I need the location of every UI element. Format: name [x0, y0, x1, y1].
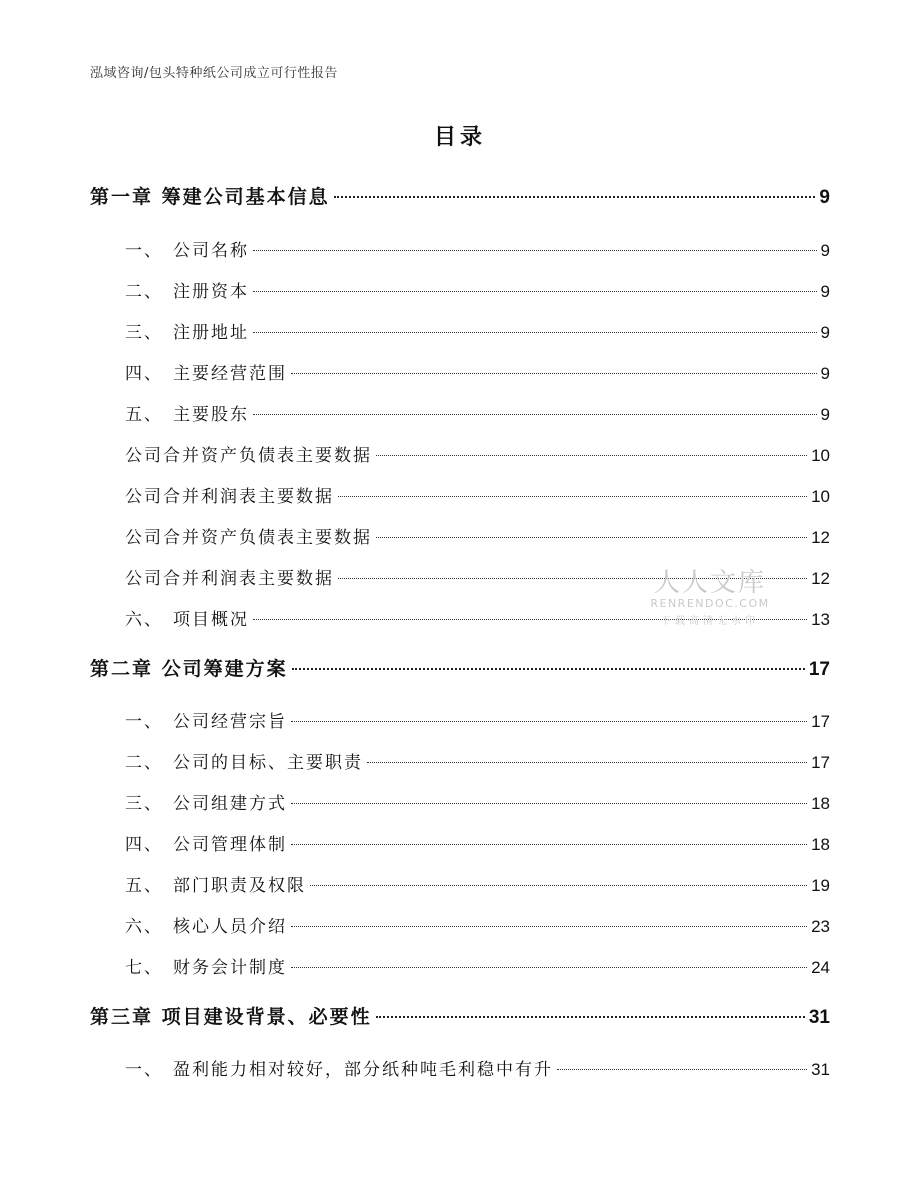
watermark-main-text: 人人文库: [653, 568, 766, 598]
watermark: [645, 562, 775, 627]
toc-section[interactable]: [90, 953, 830, 978]
toc-entry-label: 注册地址: [173, 323, 249, 343]
toc-entry-label: 公司合并利润表主要数据: [125, 569, 334, 589]
running-header: 泓域咨询/包头特种纸公司成立可行性报告: [90, 66, 338, 81]
toc-section[interactable]: [90, 400, 830, 425]
dot-leader: [291, 926, 807, 927]
toc-section-number: 一、: [125, 1060, 163, 1080]
toc-page-number: 9: [820, 323, 830, 342]
toc-page-number: 17: [808, 659, 830, 680]
dot-leader: [310, 885, 807, 886]
watermark-note: 下载高清无水印: [661, 616, 759, 627]
toc-section-number: 三、: [125, 794, 163, 814]
toc-section-number: 五、: [125, 876, 163, 896]
dot-leader: [292, 668, 805, 670]
toc-section-number: 七、: [125, 958, 163, 978]
toc-entry-label: 第三章 项目建设背景、必要性: [90, 1006, 372, 1028]
toc-section[interactable]: [90, 441, 830, 466]
toc-page-number: 9: [820, 405, 830, 424]
dot-leader: [253, 250, 817, 251]
dot-leader: [291, 803, 807, 804]
toc-entry-label: 盈利能力相对较好，部分纸种吨毛利稳中有升: [173, 1060, 553, 1080]
toc-entry-label: 公司的目标、主要职责: [173, 753, 363, 773]
toc-title: 目录: [433, 125, 486, 150]
dot-leader: [253, 414, 817, 415]
toc-section[interactable]: [90, 830, 830, 855]
toc-page-number: 9: [820, 241, 830, 260]
dot-leader: [557, 1069, 807, 1070]
watermark-domain: RENRENDOC.COM: [650, 597, 770, 610]
toc-section-number: 二、: [125, 753, 163, 773]
toc-section-number: 四、: [125, 364, 163, 384]
toc-section-number: 六、: [125, 610, 163, 630]
toc-section-number: 一、: [125, 241, 163, 261]
toc-section[interactable]: [90, 789, 830, 814]
toc-entry-label: 公司组建方式: [173, 794, 287, 814]
toc-page-number: 12: [811, 569, 830, 588]
dot-leader: [291, 844, 807, 845]
toc-section[interactable]: [90, 236, 830, 261]
toc-page-number: 10: [811, 487, 830, 506]
toc-section[interactable]: [90, 359, 830, 384]
toc-section-number: 五、: [125, 405, 163, 425]
toc-page-number: 17: [811, 753, 830, 772]
toc-page-number: 18: [811, 835, 830, 854]
toc-entry-label: 公司合并资产负债表主要数据: [125, 446, 372, 466]
toc-section[interactable]: [90, 1055, 830, 1080]
toc-section-number: 三、: [125, 323, 163, 343]
toc-section-number: 四、: [125, 835, 163, 855]
dot-leader: [376, 537, 807, 538]
toc-entry-label: 主要经营范围: [173, 364, 287, 384]
dot-leader: [334, 196, 816, 198]
toc-section[interactable]: [90, 482, 830, 507]
toc-chapter-3[interactable]: [90, 1002, 830, 1029]
toc-section-number: 一、: [125, 712, 163, 732]
toc-section-number: 二、: [125, 282, 163, 302]
toc-entry-label: 项目概况: [173, 610, 249, 630]
toc-entry-label: 公司合并利润表主要数据: [125, 487, 334, 507]
toc-entry-label: 公司合并资产负债表主要数据: [125, 528, 372, 548]
dot-leader: [376, 455, 807, 456]
toc-page-number: 9: [820, 282, 830, 301]
toc-page-number: 19: [811, 876, 830, 895]
toc-page-number: 9: [819, 187, 830, 208]
dot-leader: [253, 291, 817, 292]
dot-leader: [367, 762, 807, 763]
toc-page-number: 24: [811, 958, 830, 977]
toc-page-number: 18: [811, 794, 830, 813]
toc-entry-label: 注册资本: [173, 282, 249, 302]
toc-page-number: 9: [820, 364, 830, 383]
toc-page-number: 31: [811, 1060, 830, 1079]
toc-entry-label: 公司管理体制: [173, 835, 287, 855]
toc-section[interactable]: [90, 871, 830, 896]
toc-section[interactable]: [90, 318, 830, 343]
dot-leader: [291, 721, 807, 722]
toc-entry-label: 第一章 筹建公司基本信息: [90, 186, 330, 208]
toc-section[interactable]: [90, 748, 830, 773]
toc-entry-label: 第二章 公司筹建方案: [90, 658, 288, 680]
toc-entry-label: 主要股东: [173, 405, 249, 425]
dot-leader: [376, 1016, 805, 1018]
toc-page-number: 31: [808, 1007, 830, 1028]
toc-section[interactable]: [90, 523, 830, 548]
toc-entry-label: 公司名称: [173, 241, 249, 261]
toc-section[interactable]: [90, 912, 830, 937]
toc-page-number: 17: [811, 712, 830, 731]
toc-page-number: 23: [811, 917, 830, 936]
toc-entry-label: 公司经营宗旨: [173, 712, 287, 732]
dot-leader: [338, 496, 807, 497]
toc-section[interactable]: [90, 707, 830, 732]
toc-entry-label: 核心人员介绍: [173, 917, 287, 937]
dot-leader: [291, 373, 817, 374]
toc-section-number: 六、: [125, 917, 163, 937]
toc-page-number: 12: [811, 528, 830, 547]
toc-chapter-2[interactable]: [90, 654, 830, 681]
dot-leader: [291, 967, 807, 968]
toc-chapter-1[interactable]: [90, 182, 830, 209]
toc-page-number: 10: [811, 446, 830, 465]
dot-leader: [253, 332, 817, 333]
toc-entry-label: 财务会计制度: [173, 958, 287, 978]
toc-section[interactable]: [90, 277, 830, 302]
toc-entry-label: 部门职责及权限: [173, 876, 306, 896]
toc-page-number: 13: [811, 610, 830, 629]
